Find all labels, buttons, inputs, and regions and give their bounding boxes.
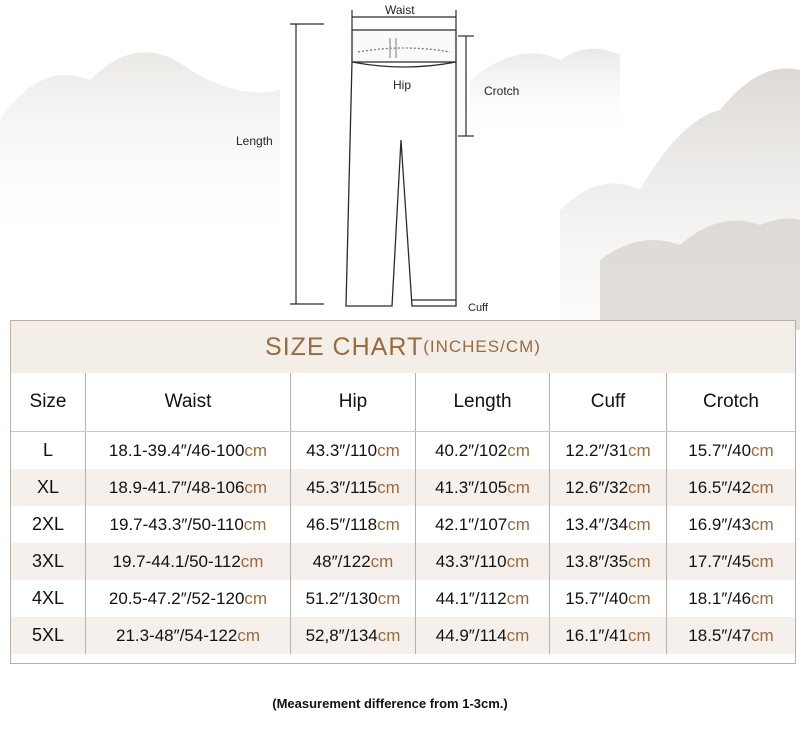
unit-label: cm <box>628 514 651 534</box>
waist-value: 18.9-41.7″/48-106 <box>108 477 245 497</box>
unit-label: cm <box>377 477 400 497</box>
cell-size <box>11 617 86 654</box>
cuff-value: 12.6″/32 <box>565 477 629 497</box>
cell-size <box>11 543 86 580</box>
table-row <box>11 432 795 469</box>
unit-label: cm <box>628 588 651 608</box>
crotch-value: 16.9″/43 <box>688 514 752 534</box>
unit-label: cm <box>628 625 651 645</box>
cell-length <box>416 617 550 654</box>
table-row <box>11 617 795 654</box>
cell-cuff <box>550 432 667 469</box>
unit-label: cm <box>243 514 267 534</box>
crotch-value: 15.7″/40 <box>688 440 752 460</box>
unit-label: cm <box>377 514 400 534</box>
cell-crotch <box>667 469 795 506</box>
cell-length <box>416 506 550 543</box>
unit-label: cm <box>628 551 651 571</box>
length-value: 44.9″/114 <box>435 625 507 645</box>
crotch-measure-icon <box>458 36 474 136</box>
unit-label: cm <box>240 551 264 571</box>
cell-cuff <box>550 469 667 506</box>
cell-hip <box>291 469 416 506</box>
diagram-label-length: Length <box>236 134 273 148</box>
length-value: 43.3″/110 <box>435 551 507 571</box>
unit-label: cm <box>751 625 774 645</box>
cell-hip <box>291 506 416 543</box>
cuff-value: 13.4″/34 <box>565 514 629 534</box>
length-value: 40.2″/102 <box>435 440 508 460</box>
unit-label: cm <box>244 477 268 497</box>
crotch-value: 18.1″/46 <box>688 588 752 608</box>
size-label: L <box>42 440 53 460</box>
cell-length <box>416 469 550 506</box>
hip-value: 51.2″/130 <box>305 588 378 608</box>
unit-label: cm <box>628 477 651 497</box>
cell-waist <box>86 617 291 654</box>
diagram-label-cuff: Cuff <box>468 302 488 314</box>
length-value: 44.1″/112 <box>435 588 507 608</box>
waist-value: 21.3-48″/54-122 <box>115 625 238 645</box>
waist-value: 20.5-47.2″/52-120 <box>108 588 245 608</box>
unit-label: cm <box>506 588 530 608</box>
unit-label: cm <box>751 514 774 534</box>
size-label: XL <box>36 477 60 497</box>
table-row <box>11 506 795 543</box>
table-row <box>11 469 795 506</box>
cell-waist <box>86 543 291 580</box>
unit-label: cm <box>506 625 530 645</box>
crotch-value: 18.5″/47 <box>688 625 752 645</box>
cell-hip <box>291 432 416 469</box>
hip-value: 45.3″/115 <box>306 477 378 497</box>
size-label: 2XL <box>31 514 65 534</box>
column-header-hip: Hip <box>291 373 416 431</box>
unit-label: cm <box>377 625 401 645</box>
header-divider <box>11 431 795 432</box>
cell-crotch <box>667 506 795 543</box>
unit-label: cm <box>506 551 530 571</box>
waist-value: 19.7-44.1/50-112 <box>112 551 241 571</box>
crotch-value: 17.7″/45 <box>688 551 752 571</box>
column-header-length: Length <box>416 373 550 431</box>
cuff-value: 15.7″/40 <box>565 588 629 608</box>
unit-label: cm <box>628 440 651 460</box>
unit-label: cm <box>377 588 401 608</box>
hip-value: 43.3″/110 <box>306 440 378 460</box>
table-row <box>11 580 795 617</box>
size-chart-title: SIZE CHART <box>265 332 424 361</box>
pants-outline <box>346 30 456 306</box>
unit-label: cm <box>751 440 774 460</box>
diagram-label-waist: Waist <box>385 3 415 17</box>
cell-waist <box>86 506 291 543</box>
cell-cuff <box>550 617 667 654</box>
unit-label: cm <box>244 588 268 608</box>
unit-label: cm <box>377 440 400 460</box>
cell-size <box>11 580 86 617</box>
cell-size <box>11 506 86 543</box>
cuff-value: 16.1″/41 <box>565 625 629 645</box>
cell-hip <box>291 617 416 654</box>
cuff-value: 13.8″/35 <box>565 551 629 571</box>
diagram-label-hip: Hip <box>393 78 412 92</box>
crotch-value: 16.5″/42 <box>688 477 752 497</box>
cell-cuff <box>550 506 667 543</box>
cuff-value: 12.2″/31 <box>565 440 629 460</box>
cell-size <box>11 469 86 506</box>
column-header-crotch: Crotch <box>667 373 795 431</box>
cell-length <box>416 580 550 617</box>
waist-value: 18.1-39.4″/46-100 <box>108 440 245 460</box>
unit-label: cm <box>507 440 530 460</box>
size-label: 4XL <box>31 588 65 608</box>
unit-label: cm <box>237 625 260 645</box>
size-chart-table <box>10 320 796 664</box>
size-label: 3XL <box>31 551 65 571</box>
length-value: 41.3″/105 <box>435 477 508 497</box>
waist-value: 19.7-43.3″/50-110 <box>109 514 244 534</box>
column-header-waist: Waist <box>86 373 291 431</box>
cell-crotch <box>667 543 795 580</box>
pants-diagram <box>0 0 800 320</box>
column-header-cuff: Cuff <box>550 373 667 431</box>
unit-label: cm <box>507 514 530 534</box>
hip-value: 46.5″/118 <box>306 514 378 534</box>
cell-cuff <box>550 543 667 580</box>
unit-label: cm <box>751 551 774 571</box>
unit-label: cm <box>370 551 394 571</box>
hip-value: 52,8″/134 <box>305 625 378 645</box>
size-chart-title-unit: (INCHES/CM) <box>423 337 541 356</box>
cell-cuff <box>550 580 667 617</box>
length-value: 42.1″/107 <box>435 514 508 534</box>
cell-waist <box>86 432 291 469</box>
measurement-note: (Measurement difference from 1-3cm.) <box>272 696 508 711</box>
unit-label: cm <box>507 477 530 497</box>
cell-length <box>416 432 550 469</box>
column-header-size: Size <box>11 373 86 431</box>
cell-crotch <box>667 580 795 617</box>
length-measure-icon <box>290 24 324 304</box>
cell-size <box>11 432 86 469</box>
unit-label: cm <box>751 588 774 608</box>
cell-length <box>416 543 550 580</box>
diagram-label-crotch: Crotch <box>484 84 520 98</box>
table-row <box>11 543 795 580</box>
hip-value: 48″/122 <box>312 551 371 571</box>
cell-crotch <box>667 432 795 469</box>
cell-crotch <box>667 617 795 654</box>
size-label: 5XL <box>31 625 65 645</box>
cell-waist <box>86 469 291 506</box>
size-chart-title-bar <box>11 321 795 374</box>
cell-hip <box>291 543 416 580</box>
unit-label: cm <box>751 477 774 497</box>
unit-label: cm <box>244 440 268 460</box>
cell-hip <box>291 580 416 617</box>
cell-waist <box>86 580 291 617</box>
